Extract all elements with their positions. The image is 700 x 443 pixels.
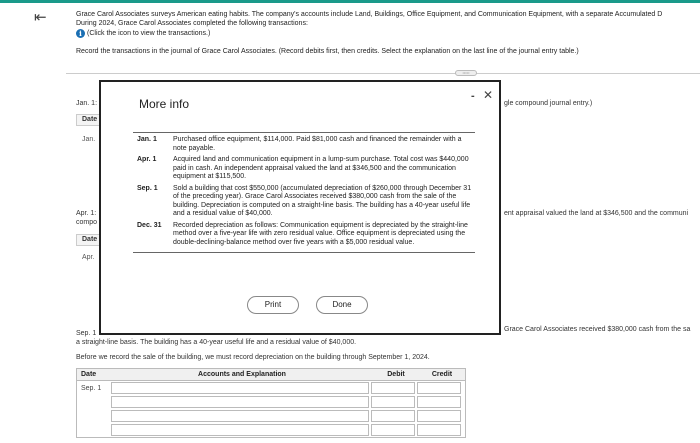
credit-input[interactable] xyxy=(417,396,461,408)
bg-apr-label: Apr. 1: xyxy=(76,210,97,217)
section-divider xyxy=(66,73,700,74)
transaction-date: Apr. 1 xyxy=(137,156,157,163)
back-arrow-icon[interactable]: ⇤ xyxy=(34,9,47,26)
transaction-text: Acquired land and communication equipment in a lump-sum purchase. Total cost was $440,000 paid in cash. An independent appraisal valued the land at $346,500 and the communication equipment at $115,500. xyxy=(173,156,469,180)
transaction-row xyxy=(133,156,475,182)
journal-row xyxy=(77,395,465,409)
problem-line-1: Grace Carol Associates surveys American eating habits. The company's accounts include Land, Buildings, Office Equipment, and Communication Equipment, with a separate Accumulated D xyxy=(76,11,663,18)
credit-input[interactable] xyxy=(417,382,461,394)
transactions-table xyxy=(133,132,475,253)
debit-input[interactable] xyxy=(371,396,415,408)
transaction-text: Recorded depreciation as follows: Communication equipment is depreciated by the straight-line method over a five-year life with zero residual value. Office equipment is depreciated using the double-declining-balance method over five years with a $5,000 residual value. xyxy=(173,221,468,246)
journal-row xyxy=(77,381,465,395)
journal-row-date: Sep. 1 xyxy=(81,384,102,392)
credit-input[interactable] xyxy=(417,410,461,422)
account-input[interactable] xyxy=(111,382,369,394)
record-instruction: Record the transactions in the journal of Grace Carol Associates. (Record debits first, then credits. Select the explanation on the last line of the journal entry table.) xyxy=(76,48,579,55)
modal-title: More info xyxy=(139,97,190,111)
transaction-row xyxy=(133,136,475,153)
bg-right-text-2: ent appraisal valued the land at $346,500 and the communi xyxy=(504,210,689,217)
col-accounts: Accounts and Explanation xyxy=(198,371,286,378)
account-input[interactable] xyxy=(111,396,369,408)
top-accent-bar xyxy=(0,0,700,3)
transaction-text: Purchased office equipment, $114,000. Paid $81,000 cash and financed the remainder with a note payable. xyxy=(173,136,462,152)
bg-right-text-1: gle compound journal entry.) xyxy=(504,100,593,107)
journal-table xyxy=(76,368,466,438)
info-line xyxy=(76,29,700,38)
journal-row xyxy=(77,409,465,423)
transaction-date: Sep. 1 xyxy=(137,184,158,192)
col-credit: Credit xyxy=(431,371,453,378)
more-info-modal xyxy=(99,80,501,335)
problem-statement xyxy=(76,10,700,38)
bg-jan-label: Jan. 1: xyxy=(76,100,98,107)
problem-line-2: During 2024, Grace Carol Associates completed the following transactions: xyxy=(76,20,308,27)
bg-before-text: Before we record the sale of the building, we must record depreciation on the building through September 1, 2024. xyxy=(76,354,430,361)
transaction-date: Dec. 31 xyxy=(137,221,162,229)
transaction-row xyxy=(133,185,475,219)
close-icon[interactable]: ✕ xyxy=(483,88,494,102)
bg-apr-row: Apr. xyxy=(82,254,95,261)
credit-input[interactable] xyxy=(417,424,461,436)
transaction-row xyxy=(133,222,475,248)
bg-apr-sub: compo xyxy=(76,219,98,226)
minimize-icon[interactable]: - xyxy=(471,90,475,102)
bg-jan-row: Jan. xyxy=(82,136,96,143)
bg-date-label-1: Date xyxy=(82,116,98,123)
expand-handle[interactable]: ••••• xyxy=(455,70,477,76)
bg-sep-label: Sep. 1 xyxy=(76,330,97,337)
transaction-text: Sold a building that cost $550,000 (accumulated depreciation of $260,000 through December 31 of the preceding year). Grace Carol Associates received $380,000 cash from the sale of the building. Depreciation is computed on a straight-line basis. The building has a 40-year useful life and a residual value of $40,000. xyxy=(173,184,472,217)
debit-input[interactable] xyxy=(371,424,415,436)
bg-sep-sub: a straight-line basis. The building has a 40-year useful life and a residual value of $40,000. xyxy=(76,339,357,346)
journal-row xyxy=(77,423,465,437)
debit-input[interactable] xyxy=(371,382,415,394)
journal-header xyxy=(77,369,465,381)
bg-right-text-3: Grace Carol Associates received $380,000 cash from the sa xyxy=(504,326,691,333)
print-button[interactable]: Print xyxy=(247,296,299,314)
col-date: Date xyxy=(81,371,97,378)
info-text: (Click the icon to view the transactions.) xyxy=(87,30,211,37)
col-debit: Debit xyxy=(387,371,405,378)
bg-date-label-2: Date xyxy=(82,236,98,243)
transaction-date: Jan. 1 xyxy=(137,136,157,143)
account-input[interactable] xyxy=(111,424,369,436)
debit-input[interactable] xyxy=(371,410,415,422)
done-button[interactable]: Done xyxy=(316,296,368,314)
info-icon[interactable]: i xyxy=(76,29,85,38)
account-input[interactable] xyxy=(111,410,369,422)
